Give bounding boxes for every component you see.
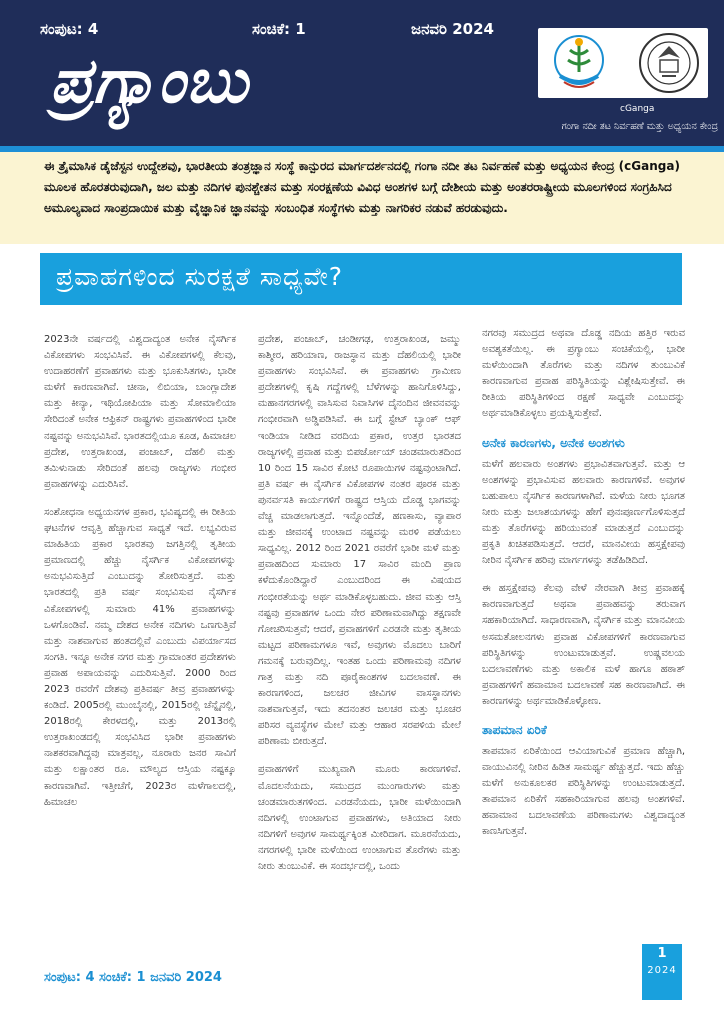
paragraph: ಪ್ರದೇಶ, ಪಂಜಾಬ್, ಚಂಡೀಗಢ, ಉತ್ತರಾಖಂಡ, ಜಮ್ಮು ಕಾಶ್ಮೀರ, ಹರಿಯಾಣ, ರಾಜಸ್ಥಾನ ಮತ್ತು ದೆಹಲಿಯಲ್ಲಿ ಭಾರೀ ಪ್ರವಾಹಗಳು ಸಂಭವಿಸಿವೆ. ಈ ಪ್ರವಾಹಗಳು ಗ್ರಾಮೀಣ ಪ್ರದೇಶಗಳಲ್ಲಿ ಕೃಷಿ ಗದ್ದೆಗಳಲ್ಲಿ ಬೆಳೆಗಳನ್ನು ಹಾನಿಗೊಳಿಸಿದ್ದು, ಮಹಾನಗರಗಳಲ್ಲಿ ವಾಸಿಸುವ ನಿವಾಸಿಗಳ ದೈನಂದಿನ ಜೀವನವನ್ನು ಗಂಭೀರವಾಗಿ ಅಡ್ಡಿಪಡಿಸಿವೆ. ಈ ಬಗ್ಗೆ ಸ್ಟೇಟ್ ಬ್ಯಾಂಕ್ ಆಫ್ ಇಂಡಿಯಾ ನೀಡಿದ ವರದಿಯ ಪ್ರಕಾರ, ಉತ್ತರ ಭಾರತದ ರಾಜ್ಯಗಳಲ್ಲಿ ಪ್ರವಾಹ ಮತ್ತು ಬಿಪರ್ಜೋಯ್ ಚಂಡಮಾರುತದಿಂದ 10 ರಿಂದ 15 ಸಾವಿರ ಕೋಟಿ ರೂಪಾಯಿಗಳ ನಷ್ಟವುಂಟಾಗಿದೆ. ಪ್ರತಿ ವರ್ಷ ಈ ನೈಸರ್ಗಿಕ ವಿಕೋಪಗಳ ನಂತರ ಪೂರಕ ಮತ್ತು ಪುನರ್ವಸತಿ ಕಾರ್ಯಗಳಿಗೆ ರಾಷ್ಟ್ರದ ಆಸ್ತಿಯ ದೊಡ್ಡ ಭಾಗವನ್ನು ವೆಚ್ಚ ಮಾಡಲಾಗುತ್ತದೆ. ಇನ್ನೊಂದೆಡೆ, ಹಣಕಾಸು, ವ್ಯಾಪಾರ ಮತ್ತು ಜೀವನಕ್ಕೆ ಉಂಟಾದ ನಷ್ಟವನ್ನು ಮರಳಿ ಪಡೆಯಲು ಸಾಧ್ಯವಿಲ್ಲ. 2012 ರಿಂದ 2021 ರವರೆಗೆ ಭಾರೀ ಮಳೆ ಮತ್ತು ಪ್ರವಾಹದಿಂದ ಸುಮಾರು 17 ಸಾವಿರ ಮಂದಿ ಪ್ರಾಣ ಕಳೆದುಕೊಂಡಿದ್ದಾರೆ ಎಂಬುದರಿಂದ ಈ ವಿಷಯದ ಗಂಭೀರತೆಯನ್ನು ಅರ್ಥ ಮಾಡಿಕೊಳ್ಳಬಹುದು. ಜೀವ ಮತ್ತು ಆಸ್ತಿ ನಷ್ಟವು ಪ್ರವಾಹಗಳ ಒಂದು ನೇರ ಪರಿಣಾಮವಾಗಿದ್ದು ತಕ್ಷಣವೇ ಗೋಚರಿಸುತ್ತವೆ; ಆದರೆ, ಪ್ರವಾಹಗಳಿಗೆ ಎರಡನೇ ಮತ್ತು ತೃತೀಯ ಮಟ್ಟದ ಪರಿಣಾಮಗಳೂ ಇವೆ, ಅವುಗಳು ಮೊದಲು ಬಾರಿಗೆ ಗಮನಕ್ಕೆ ಬರುವುದಿಲ್ಲ. ಇಂತಹ ಒಂದು ಪರಿಣಾಮವು ನದಿಗಳ ಗಾತ್ರ ಮತ್ತು ನದಿ ಪೂರೈಕಾಂಶಗಳ ಬದಲಾವಣೆ. ಈ ಕಾರಣಗಳಿಂದ, ಜಲಚರ ಜೀವಿಗಳ ವಾಸಸ್ಥಾನಗಳು ನಾಶವಾಗುತ್ತವೆ, ಇದು ತದನಂತರ ಜಲಚರ ಮತ್ತು ಭೂಚರ ಪರಿಸರ ವ್ಯವಸ್ಥೆಗಳ ಮೇಲೆ ಮತ್ತು ಆಹಾರ ಸರಪಳಿಯ ಮೇಲೆ ಪರಿಣಾಮ ಬೀರುತ್ತದೆ.	[258, 334, 461, 748]
iit-kanpur-emblem	[638, 32, 700, 94]
paragraph: ಈ ಹಸ್ತಕ್ಷೇಪವು ಕೆಲವು ವೇಳೆ ನೇರವಾಗಿ ತೀವ್ರ ಪ್ರವಾಹಕ್ಕೆ ಕಾರಣವಾಗುತ್ತದೆ ಅಥವಾ ಪ್ರವಾಹವನ್ನು ತರುವಾಗ ಸಹಕಾರಿಯಾಗಿದೆ. ಸಾಧಾರಣವಾಗಿ, ನೈಸರ್ಗಿಕ ಮತ್ತು ಮಾನವೀಯ ಅಸಮತೋಲನಗಳು ಪ್ರವಾಹ ವಿಕೋಪಗಳಿಗೆ ಕಾರಣವಾಗುವ ಪರಿಸ್ಥಿತಿಗಳನ್ನು ಉಂಟುಮಾಡುತ್ತವೆ. ಉಷ್ಣವಲಯ ಬದಲಾವಣೆಗಳು ಮತ್ತು ಅಕಾಲಿಕ ಮಳೆ ಹಾಗೂ ಹಠಾತ್ ಪ್ರವಾಹಗಳಿಗೆ ಹವಾಮಾನ ಬದಲಾವಣೆ ಸಹ ಕಾರಣವಾಗಿದೆ. ಈ ಕಾರಣಗಳನ್ನು ಅರ್ಥಮಾಡಿಕೊಳ್ಳೋಣ.	[482, 583, 685, 707]
page-number: 1	[657, 946, 667, 961]
header-banner	[0, 0, 724, 146]
article-title-bar	[40, 253, 682, 305]
logo-panel	[538, 28, 708, 98]
article-title: ಪ್ರವಾಹಗಳಿಂದ ಸುರಕ್ಷತೆ ಸಾಧ್ಯವೇ?	[56, 262, 344, 291]
date-label: ಜನವರಿ 2024	[411, 20, 494, 38]
volume-label: ಸಂಪುಟ: 4	[40, 20, 99, 38]
paragraph: ಮಳೆಗೆ ಹಲವಾರು ಅಂಶಗಳು ಪ್ರಭಾವಿತವಾಗುತ್ತವೆ. ಮತ್ತು ಆ ಅಂಶಗಳನ್ನು ಪ್ರಭಾವಿಸುವ ಹಲವಾರು ಕಾರಣಗಳಿವೆ. ಅವುಗಳ ಬಹುಪಾಲು ನೈಸರ್ಗಿಕ ಕಾರಣಗಳಾಗಿವೆ. ಮಳೆಯ ನೀರು ಭೂಗತ ನೀರು ಮತ್ತು ಜಲಾಶಯಗಳನ್ನು ಹೇಗೆ ಪುನಃಪೂರ್ಣಗೊಳಿಸುತ್ತದೆ ಮತ್ತು ತೊರೆಗಳನ್ನು ಹರಿಯುವಂತೆ ಮಾಡುತ್ತದೆ ಎಂಬುದನ್ನು ಪ್ರಕೃತಿ ಖಚಿತಪಡಿಸುತ್ತದೆ. ಆದರೆ, ಮಾನವೀಯ ಹಸ್ತಕ್ಷೇಪವು ನೀರಿನ ನೈಸರ್ಗಿಕ ಹರಿವು ಮಾರ್ಗಗಳನ್ನು ತಡೆಹಿಡಿದಿದೆ.	[482, 458, 685, 567]
intro-box	[0, 152, 724, 244]
paragraph: ತಾಪಮಾನ ಏರಿಕೆಯಿಂದ ಆವಿಯಾಗುವಿಕೆ ಪ್ರಮಾಣ ಹೆಚ್ಚಾಗಿ, ವಾಯುವಿನಲ್ಲಿ ನೀರಿನ ಹಿಡಿತ ಸಾಮರ್ಥ್ಯ ಹೆಚ್ಚುತ್ತದೆ. ಇದು ಹೆಚ್ಚು ಮಳೆಗೆ ಅನುಕೂಲಕರ ಪರಿಸ್ಥಿತಿಗಳನ್ನು ಉಂಟುಮಾಡುತ್ತದೆ. ತಾಪಮಾನ ಏರಿಕೆಗೆ ಸಹಕಾರಿಯಾಗುವ ಹಲವು ಅಂಶಗಳಿವೆ. ಹವಾಮಾನ ಬದಲಾವಣೆಯ ಪರಿಣಾಮಗಳು ವಿಶ್ವದಾದ್ಯಂತ ಕಾಣಸಿಗುತ್ತವೆ.	[482, 745, 685, 838]
cganga-logo	[546, 32, 612, 94]
article-column-3	[482, 326, 685, 853]
paragraph: ನಗರವು ಸಮುದ್ರದ ಅಥವಾ ದೊಡ್ಡ ನದಿಯ ಹತ್ತಿರ ಇರುವ ಅವಶ್ಯಕತೆಯಿಲ್ಲ. ಈ ಪ್ರಗ್ಯಾಂಬು ಸಂಚಿಕೆಯಲ್ಲಿ, ಭಾರೀ ಮಳೆಯಿಂದಾಗಿ ತೊರೆಗಳು ಮತ್ತು ನದಿಗಳ ತುಂಬುವಿಕೆ ಕಾರಣವಾಗುವ ಪ್ರವಾಹ ಪರಿಸ್ಥಿತಿಯನ್ನು ವಿಶ್ಲೇಷಿಸುತ್ತೇವೆ. ಈ ರೀತಿಯ ಪರಿಸ್ಥಿತಿಗಳಿಂದ ರಕ್ಷಣೆ ಸಾಧ್ಯವೇ ಎಂಬುದನ್ನು ಅರ್ಥಮಾಡಿಕೊಳ್ಳಲು ಪ್ರಯತ್ನಿಸುತ್ತೇವೆ.	[482, 328, 685, 420]
section-heading: ಅನೇಕ ಕಾರಣಗಳು, ಅನೇಕ ಅಂಶಗಳು	[482, 435, 625, 450]
page-number-tab	[642, 944, 682, 1000]
section-heading: ತಾಪಮಾನ ಏರಿಕೆ	[482, 722, 547, 737]
intro-text: ಈ ತ್ರೈಮಾಸಿಕ ಡೈಜೆಸ್ಟನ ಉದ್ದೇಶವು, ಭಾರತೀಯ ತಂತ್ರಜ್ಞಾನ ಸಂಸ್ಥೆ ಕಾನ್ಪುರದ ಮಾರ್ಗದರ್ಶನದಲ್ಲಿ ಗಂಗಾ ನದೀ ತಟ ನಿರ್ವಹಣೆ ಮತ್ತು ಅಧ್ಯಯನ ಕೇಂದ್ರ (cGanga) ಮೂಲಕ ಹೊರತರುವುದಾಗಿ, ಜಲ ಮತ್ತು ನದಿಗಳ ಪುನಶ್ಚೇತನ ಮತ್ತು ಸಂರಕ್ಷಣೆಯ ವಿವಿಧ ಅಂಶಗಳ ಬಗ್ಗೆ ದೇಶೀಯ ಮತ್ತು ಅಂತರರಾಷ್ಟ್ರೀಯ ಮೂಲಗಳಿಂದ ಸಂಗ್ರಹಿಸಿದ ಅಮೂಲ್ಯವಾದ ಸಾಂಪ್ರದಾಯಿಕ ಮತ್ತು ವೈಜ್ಞಾನಿಕ ಜ್ಞಾನವನ್ನು ಸಂಬಂಧಿತ ಸಂಸ್ಥೆಗಳು ಮತ್ತು ನಾಗರಿಕರ ನಡುವೆ ಹರಡುವುದು.	[44, 159, 680, 215]
footer-issue-info: ಸಂಪುಟ: 4 ಸಂಚಿಕೆ: 1 ಜನವರಿ 2024	[44, 970, 222, 985]
org-full-name: ಗಂಗಾ ನದೀ ತಟ ನಿರ್ವಹಣೆ ಮತ್ತು ಅಧ್ಯಯನ ಕೇಂದ್ರ	[561, 121, 718, 132]
paragraph: ಪ್ರವಾಹಗಳಿಗೆ ಮುಖ್ಯವಾಗಿ ಮೂರು ಕಾರಣಗಳಿವೆ. ಮೊದಲನೆಯದು, ಸಮುದ್ರದ ಮುಂಗಾರುಗಳು ಮತ್ತು ಚಂಡಮಾರುತಗಳಿಂದ. ಎರಡನೆಯದು, ಭಾರೀ ಮಳೆಯಿಂದಾಗಿ ನದಿಗಳಲ್ಲಿ ಉಂಟಾಗುವ ಪ್ರವಾಹಗಳು, ಅತಿಯಾದ ನೀರು ನದಿಗಳಿಗೆ ಅವುಗಳ ಸಾಮರ್ಥ್ಯಕ್ಕಿಂತ ಮೀರಿದಾಗ. ಮೂರನೆಯದು, ನಗರಗಳಲ್ಲಿ ಭಾರೀ ಮಳೆಯಿಂದ ಉಂಟಾಗುವ ತೊರೆಗಳು ಮತ್ತು ನೀರು ತುಂಬುವಿಕೆ. ಈ ಸಂದರ್ಭದಲ್ಲಿ, ಒಂದು	[258, 764, 461, 872]
paragraph: 2023ನೇ ವರ್ಷದಲ್ಲಿ ವಿಶ್ವದಾದ್ಯಂತ ಅನೇಕ ನೈಸರ್ಗಿಕ ವಿಕೋಪಗಳು ಸಂಭವಿಸಿವೆ. ಈ ವಿಕೋಪಗಳಲ್ಲಿ ಕೆಲವು, ಉದಾಹರಣೆಗೆ ಪ್ರವಾಹಗಳು ಮತ್ತು ಭೂಕುಸಿತಗಳು, ಭಾರೀ ಮಳೆಗೆ ಕಾರಣವಾಗಿವೆ. ಚೀನಾ, ಲಿಬಿಯಾ, ಬಾಂಗ್ಲಾದೇಶ ಮತ್ತು ಕೀನ್ಯಾ, ಇಥಿಯೋಪಿಯಾ ಮತ್ತು ಸೋಮಾಲಿಯಾ ಸೇರಿದಂತೆ ಅನೇಕ ಆಫ್ರಿಕನ್ ರಾಷ್ಟ್ರಗಳು ಪ್ರವಾಹಗಳಿಂದ ಭಾರೀ ನಷ್ಟವನ್ನು ಅನುಭವಿಸಿವೆ. ಭಾರತದಲ್ಲಿಯೂ ಕೂಡ, ಹಿಮಾಚಲ ಪ್ರದೇಶ, ಉತ್ತರಾಖಂಡ, ಪಂಜಾಬ್, ದೆಹಲಿ ಮತ್ತು ತಮಿಳುನಾಡು ಸೇರಿದಂತೆ ಹಲವು ರಾಜ್ಯಗಳು ಗಂಭೀರ ಪ್ರವಾಹಗಳನ್ನು ಎದುರಿಸಿವೆ.	[44, 334, 236, 490]
article-column-1	[44, 332, 236, 823]
newsletter-masthead: ಪ್ರಗ್ಯಾಂಬು	[50, 44, 249, 117]
page-year: 2024	[647, 965, 677, 976]
issue-label: ಸಂಚಿಕೆ: 1	[252, 20, 306, 38]
article-column-2	[258, 332, 461, 887]
paragraph: ಸಂಶೋಧನಾ ಅಧ್ಯಯನಗಳ ಪ್ರಕಾರ, ಭವಿಷ್ಯದಲ್ಲಿ ಈ ರೀತಿಯ ಘಟನೆಗಳ ಆವೃತ್ತಿ ಹೆಚ್ಚಾಗುವ ಸಾಧ್ಯತೆ ಇದೆ. ಲಭ್ಯವಿರುವ ಮಾಹಿತಿಯ ಪ್ರಕಾರ ಭಾರತವು ಜಗತ್ತಿನಲ್ಲಿ ತೃತೀಯ ಪ್ರಮಾಣದಲ್ಲಿ ಹೆಚ್ಚು ನೈಸರ್ಗಿಕ ವಿಕೋಪಗಳನ್ನು ಅನುಭವಿಸುತ್ತಿದೆ ಎಂಬುದನ್ನು ತೋರಿಸುತ್ತದೆ. ಮತ್ತು ಭಾರತದಲ್ಲಿ ಪ್ರತಿ ವರ್ಷ ಸಂಭವಿಸುವ ನೈಸರ್ಗಿಕ ವಿಕೋಪಗಳಲ್ಲಿ ಸುಮಾರು 41% ಪ್ರವಾಹಗಳನ್ನು ಒಳಗೊಂಡಿವೆ. ನಮ್ಮ ದೇಶದ ಅನೇಕ ನದಿಗಳು ಒಣಗುತ್ತಿವೆ ಮತ್ತು ನಾಶವಾಗುವ ಹಂತದಲ್ಲಿವೆ ಎಂಬುದು ವಿಪರ್ಯಾಸದ ಸಂಗತಿ. ಇನ್ನೂ ಅನೇಕ ನಗರ ಮತ್ತು ಗ್ರಾಮಾಂತರ ಪ್ರದೇಶಗಳು ಪ್ರವಾಹ ಅಪಾಯವನ್ನು ಎದುರಿಸುತ್ತಿವೆ. 2000 ರಿಂದ 2023 ರವರೆಗೆ ದೇಶವು ಪ್ರತಿವರ್ಷ ತೀವ್ರ ಪ್ರವಾಹಗಳನ್ನು ಕಂಡಿದೆ. 2005ರಲ್ಲಿ ಮುಂಬೈನಲ್ಲಿ, 2015ರಲ್ಲಿ ಚೆನ್ನೈನಲ್ಲಿ, 2018ರಲ್ಲಿ ಕೇರಳದಲ್ಲಿ, ಮತ್ತು 2013ರಲ್ಲಿ ಉತ್ತರಾಖಂಡದಲ್ಲಿ ಸಂಭವಿಸಿದ ಭಾರೀ ಪ್ರವಾಹಗಳು ನಾಶಕರವಾಗಿದ್ದವು ಮಾತ್ರವಲ್ಲ, ನೂರಾರು ಜನರ ಸಾವಿಗೆ ಮತ್ತು ಲಕ್ಷಾಂತರ ರೂ. ಮೌಲ್ಯದ ಆಸ್ತಿಯ ನಷ್ಟಕ್ಕೂ ಕಾರಣವಾಗಿವೆ. ಇತ್ತೀಚೆಗೆ, 2023ರ ಮಳೆಗಾಲದಲ್ಲಿ, ಹಿಮಾಚಲ	[44, 506, 236, 808]
org-short-name: cGanga	[620, 104, 655, 114]
